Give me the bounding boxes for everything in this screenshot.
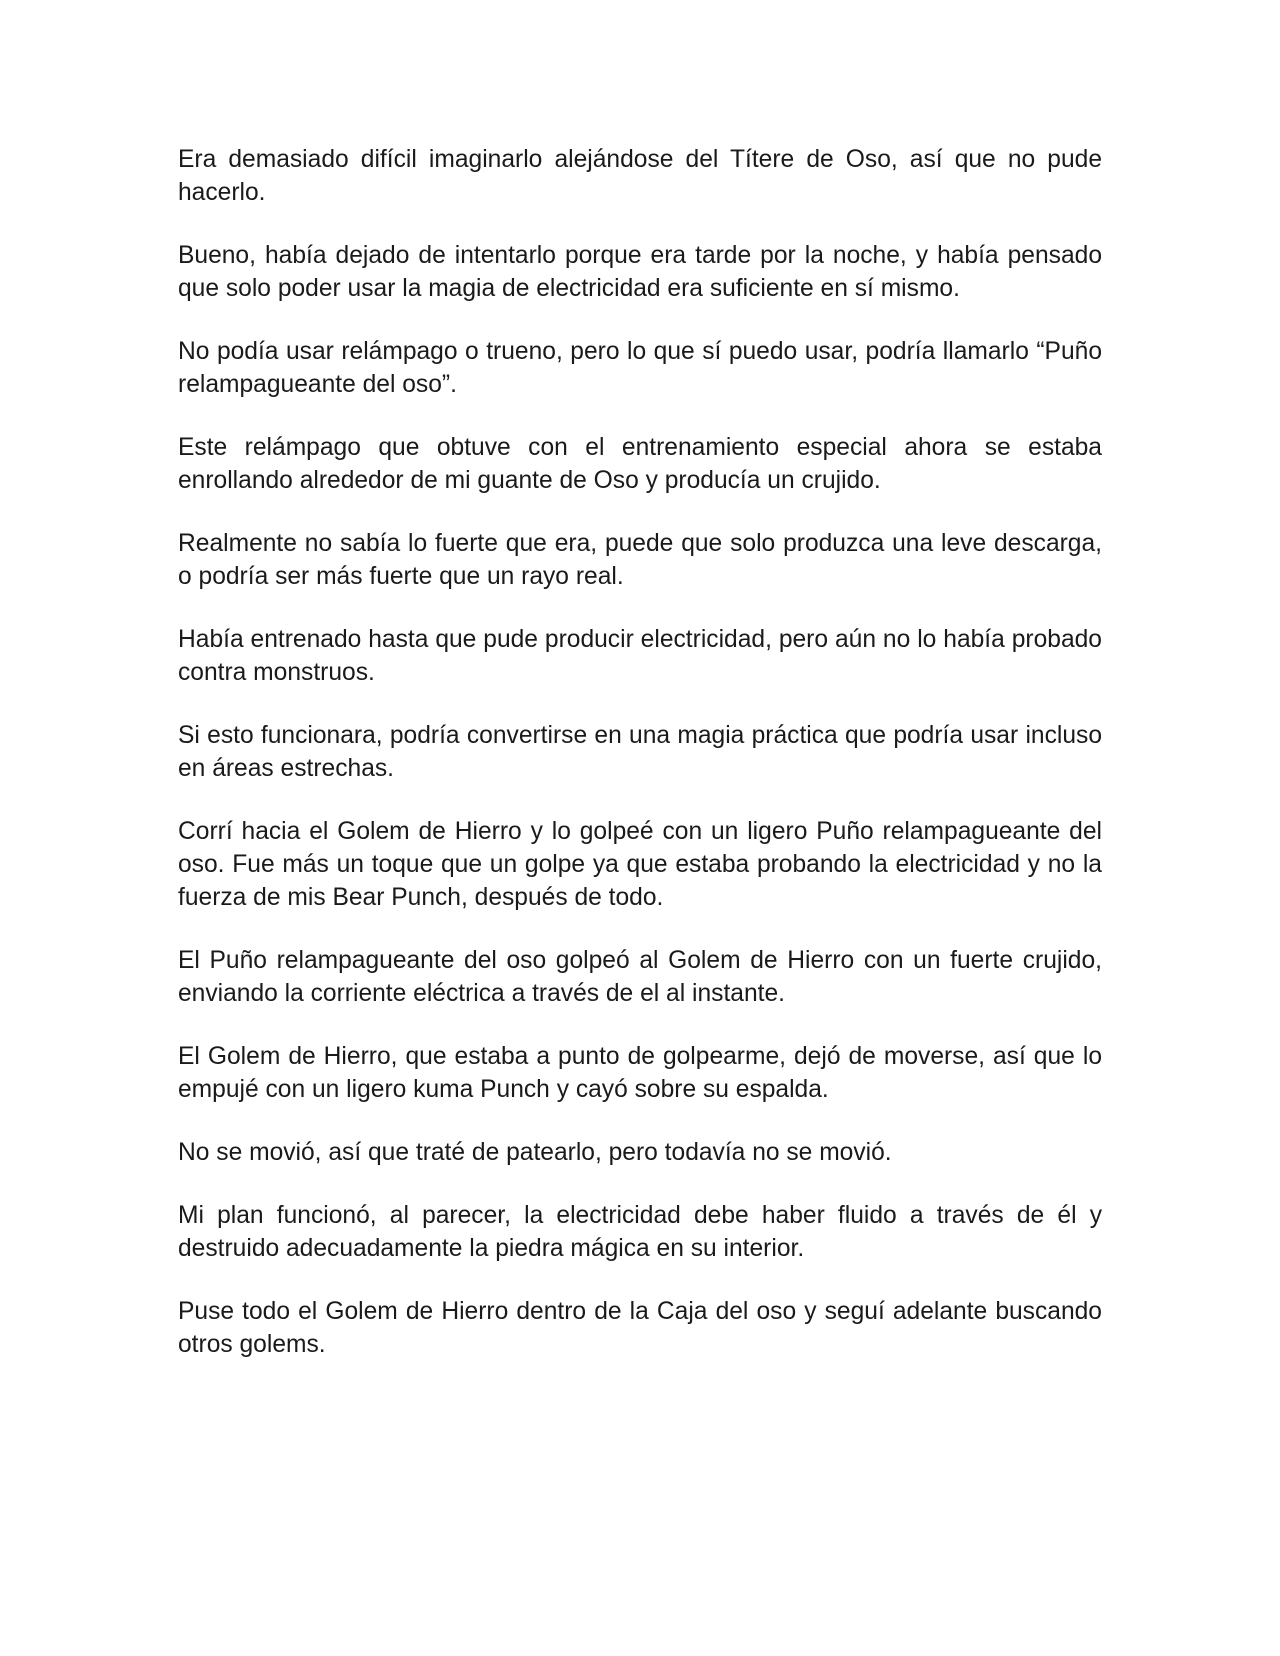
paragraph-11: No se movió, así que traté de patearlo, pero todavía no se movió. bbox=[178, 1139, 892, 1166]
paragraph-12: Mi plan funcionó, al parecer, la electricidad debe haber fluido a través de él y destruido adecuadamente la piedra mágica en su interior. bbox=[178, 1202, 1102, 1262]
paragraph-9: El Puño relampagueante del oso golpeó al Golem de Hierro con un fuerte crujido, enviando la corriente eléctrica a través de el al instante. bbox=[178, 947, 1102, 1007]
paragraph-6: Había entrenado hasta que pude producir electricidad, pero aún no lo había probado contra monstruos. bbox=[178, 626, 1102, 686]
paragraph-10: El Golem de Hierro, que estaba a punto de golpearme, dejó de moverse, así que lo empujé con un ligero kuma Punch y cayó sobre su espalda. bbox=[178, 1043, 1102, 1103]
paragraph-8: Corrí hacia el Golem de Hierro y lo golpeé con un ligero Puño relampagueante del oso. Fue más un toque que un golpe ya que estaba probando la electricidad y no la fuerza de mis Bear Punch, después de todo. bbox=[178, 818, 1102, 911]
paragraph-1: Era demasiado difícil imaginarlo alejándose del Títere de Oso, así que no pude hacerlo. bbox=[178, 146, 1102, 206]
paragraph-7: Si esto funcionara, podría convertirse en una magia práctica que podría usar incluso en áreas estrechas. bbox=[178, 722, 1102, 782]
paragraph-13: Puse todo el Golem de Hierro dentro de la Caja del oso y seguí adelante buscando otros golems. bbox=[178, 1298, 1102, 1358]
paragraph-3: No podía usar relámpago o trueno, pero lo que sí puedo usar, podría llamarlo “Puño relampagueante del oso”. bbox=[178, 338, 1102, 398]
paragraph-4: Este relámpago que obtuve con el entrenamiento especial ahora se estaba enrollando alrededor de mi guante de Oso y producía un crujido. bbox=[178, 434, 1102, 494]
document-body bbox=[178, 143, 1102, 1391]
paragraph-2: Bueno, había dejado de intentarlo porque era tarde por la noche, y había pensado que solo poder usar la magia de electricidad era suficiente en sí mismo. bbox=[178, 242, 1102, 302]
paragraph-5: Realmente no sabía lo fuerte que era, puede que solo produzca una leve descarga, o podría ser más fuerte que un rayo real. bbox=[178, 530, 1102, 590]
